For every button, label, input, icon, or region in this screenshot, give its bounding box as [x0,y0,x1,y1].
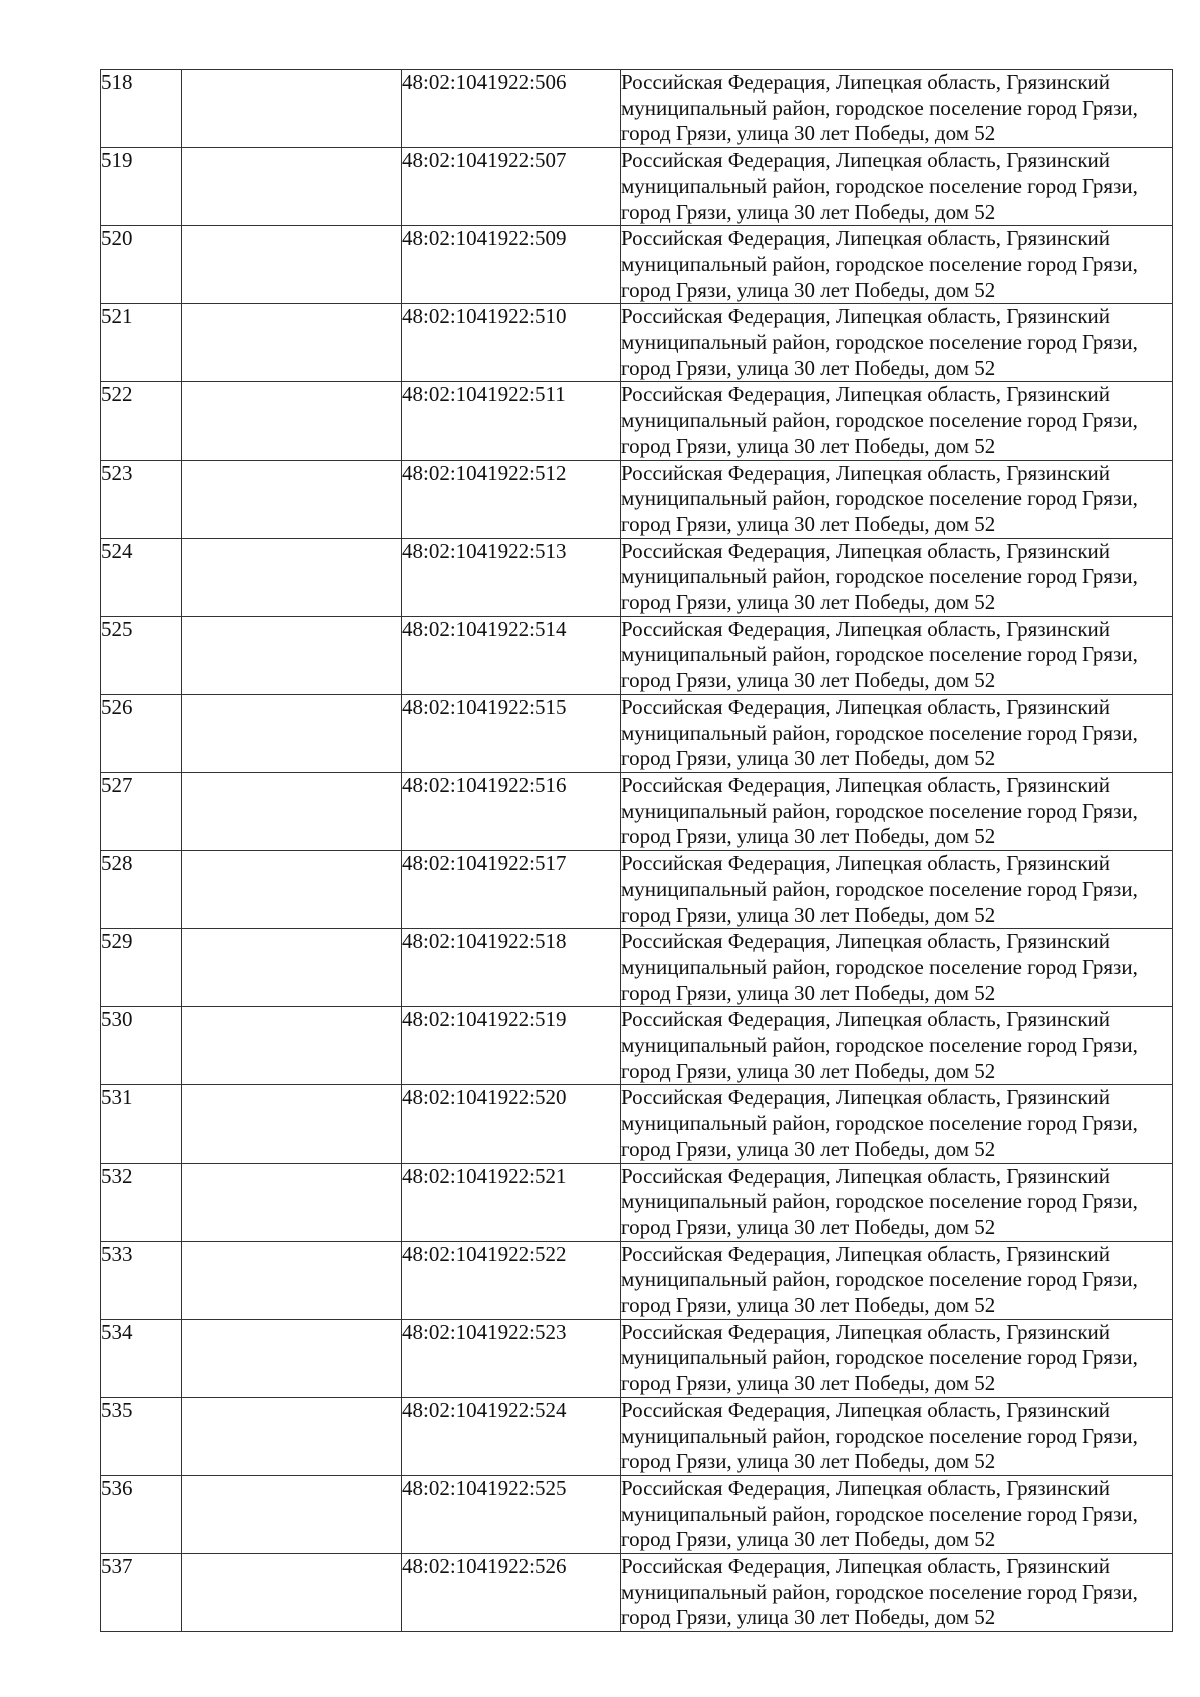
table-row [101,1319,1173,1397]
row-number-cell [101,538,182,616]
address-cell [621,1475,1173,1553]
cadastral-number-text: 48:02:1041922:514 [402,616,567,641]
address-cell [621,382,1173,460]
cadastral-number-text: 48:02:1041922:520 [402,1085,567,1110]
cadastral-number-cell [402,1007,621,1085]
row-empty-cell [182,1085,402,1163]
table-row [101,1475,1173,1553]
address-text: Российская Федерация, Липецкая область, Грязинский муниципальный район, городское поселение город Грязи, город Грязи, улица 30 лет Победы, дом 52 [621,772,1138,849]
address-cell [621,538,1173,616]
registry-table [100,69,1173,1632]
row-number-cell [101,1554,182,1632]
table-row [101,538,1173,616]
table-row [101,1163,1173,1241]
table-row [101,148,1173,226]
table-row [101,1007,1173,1085]
cadastral-number-text: 48:02:1041922:523 [402,1319,567,1344]
row-number-text: 523 [101,460,133,485]
address-cell [621,1085,1173,1163]
row-empty-cell [182,1319,402,1397]
address-text: Российская Федерация, Липецкая область, Грязинский муниципальный район, городское поселение город Грязи, город Грязи, улица 30 лет Победы, дом 52 [621,1085,1138,1161]
cadastral-number-cell [402,1163,621,1241]
row-empty-cell [182,382,402,460]
row-empty-cell [182,226,402,304]
row-empty-cell [182,1554,402,1632]
row-empty-cell [182,70,402,148]
table-row [101,1085,1173,1163]
cadastral-number-text: 48:02:1041922:516 [402,772,567,797]
row-number-text: 527 [101,772,133,797]
row-number-text: 533 [101,1241,133,1266]
cadastral-number-text: 48:02:1041922:522 [402,1241,567,1266]
cadastral-number-text: 48:02:1041922:515 [402,694,567,719]
row-empty-cell [182,1397,402,1475]
table-row [101,70,1173,148]
cadastral-number-cell [402,1241,621,1319]
row-empty-cell [182,460,402,538]
address-text: Российская Федерация, Липецкая область, Грязинский муниципальный район, городское поселение город Грязи, город Грязи, улица 30 лет Победы, дом 52 [621,1397,1138,1474]
table-row [101,772,1173,850]
address-text: Российская Федерация, Липецкая область, Грязинский муниципальный район, городское поселение город Грязи, город Грязи, улица 30 лет Победы, дом 52 [621,1475,1138,1552]
row-number-text: 534 [101,1319,133,1344]
cadastral-number-cell [402,1475,621,1553]
row-number-cell [101,1163,182,1241]
row-number-text: 524 [101,538,133,563]
cadastral-number-text: 48:02:1041922:525 [402,1475,567,1500]
cadastral-number-text: 48:02:1041922:506 [402,70,567,94]
address-cell [621,1554,1173,1632]
cadastral-number-cell [402,382,621,460]
row-empty-cell [182,851,402,929]
cadastral-number-text: 48:02:1041922:513 [402,538,567,563]
row-number-text: 518 [101,70,133,94]
registry-table-body [101,70,1173,1632]
cadastral-number-cell [402,929,621,1007]
address-cell [621,70,1173,148]
address-text: Российская Федерация, Липецкая область, Грязинский муниципальный район, городское поселение город Грязи, город Грязи, улица 30 лет Победы, дом 52 [621,1163,1138,1239]
row-number-cell [101,772,182,850]
table-row [101,1554,1173,1632]
row-empty-cell [182,148,402,226]
cadastral-number-text: 48:02:1041922:519 [402,1007,567,1032]
cadastral-number-cell [402,1319,621,1397]
table-row [101,616,1173,694]
row-number-text: 522 [101,382,133,407]
cadastral-number-cell [402,538,621,616]
table-row [101,382,1173,460]
address-text: Российская Федерация, Липецкая область, Грязинский муниципальный район, городское поселение город Грязи, город Грязи, улица 30 лет Победы, дом 52 [621,1554,1138,1630]
row-number-text: 531 [101,1085,133,1110]
address-cell [621,1397,1173,1475]
row-number-cell [101,1397,182,1475]
row-empty-cell [182,694,402,772]
cadastral-number-cell [402,226,621,304]
row-number-cell [101,694,182,772]
cadastral-number-text: 48:02:1041922:524 [402,1397,567,1422]
row-number-cell [101,1319,182,1397]
cadastral-number-cell [402,616,621,694]
row-number-text: 520 [101,226,133,251]
address-cell [621,1319,1173,1397]
row-number-text: 526 [101,694,133,719]
address-text: Российская Федерация, Липецкая область, Грязинский муниципальный район, городское поселение город Грязи, город Грязи, улица 30 лет Победы, дом 52 [621,460,1138,536]
row-number-cell [101,460,182,538]
address-cell [621,460,1173,538]
table-row [101,226,1173,304]
address-text: Российская Федерация, Липецкая область, Грязинский муниципальный район, городское поселение город Грязи, город Грязи, улица 30 лет Победы, дом 52 [621,304,1138,380]
table-row [101,1397,1173,1475]
cadastral-number-text: 48:02:1041922:510 [402,304,567,329]
row-number-cell [101,851,182,929]
row-number-cell [101,929,182,1007]
row-empty-cell [182,1241,402,1319]
cadastral-number-text: 48:02:1041922:511 [402,382,566,407]
row-number-text: 521 [101,304,133,329]
cadastral-number-cell [402,1554,621,1632]
cadastral-number-text: 48:02:1041922:526 [402,1554,567,1579]
row-empty-cell [182,772,402,850]
address-text: Российская Федерация, Липецкая область, Грязинский муниципальный район, городское поселение город Грязи, город Грязи, улица 30 лет Победы, дом 52 [621,929,1138,1005]
row-number-cell [101,148,182,226]
address-cell [621,1163,1173,1241]
row-empty-cell [182,616,402,694]
row-number-cell [101,70,182,148]
address-cell [621,304,1173,382]
address-text: Российская Федерация, Липецкая область, Грязинский муниципальный район, городское поселение город Грязи, город Грязи, улица 30 лет Победы, дом 52 [621,1319,1138,1396]
address-cell [621,1007,1173,1085]
address-text: Российская Федерация, Липецкая область, Грязинский муниципальный район, городское поселение город Грязи, город Грязи, улица 30 лет Победы, дом 52 [621,616,1138,693]
address-cell [621,226,1173,304]
row-number-cell [101,1085,182,1163]
address-cell [621,851,1173,929]
cadastral-number-text: 48:02:1041922:518 [402,929,567,954]
row-empty-cell [182,1475,402,1553]
row-number-cell [101,226,182,304]
table-row [101,460,1173,538]
address-cell [621,1241,1173,1319]
table-row [101,304,1173,382]
cadastral-number-cell [402,772,621,850]
cadastral-number-cell [402,851,621,929]
row-number-cell [101,382,182,460]
row-number-text: 529 [101,929,133,954]
address-cell [621,929,1173,1007]
table-row [101,929,1173,1007]
address-cell [621,772,1173,850]
table-row [101,1241,1173,1319]
address-text: Российская Федерация, Липецкая область, Грязинский муниципальный район, городское поселение город Грязи, город Грязи, улица 30 лет Победы, дом 52 [621,148,1138,224]
row-empty-cell [182,1163,402,1241]
row-number-cell [101,1241,182,1319]
cadastral-number-cell [402,460,621,538]
table-row [101,694,1173,772]
address-text: Российская Федерация, Липецкая область, Грязинский муниципальный район, городское поселение город Грязи, город Грязи, улица 30 лет Победы, дом 52 [621,1007,1138,1083]
row-empty-cell [182,304,402,382]
row-number-cell [101,616,182,694]
address-text: Российская Федерация, Липецкая область, Грязинский муниципальный район, городское поселение город Грязи, город Грязи, улица 30 лет Победы, дом 52 [621,382,1138,458]
cadastral-number-cell [402,1085,621,1163]
row-number-text: 530 [101,1007,133,1032]
address-text: Российская Федерация, Липецкая область, Грязинский муниципальный район, городское поселение город Грязи, город Грязи, улица 30 лет Победы, дом 52 [621,1241,1138,1318]
address-text: Российская Федерация, Липецкая область, Грязинский муниципальный район, городское поселение город Грязи, город Грязи, улица 30 лет Победы, дом 52 [621,538,1138,615]
row-number-cell [101,1007,182,1085]
cadastral-number-text: 48:02:1041922:509 [402,226,567,251]
row-number-text: 537 [101,1554,133,1579]
cadastral-number-cell [402,70,621,148]
address-text: Российская Федерация, Липецкая область, Грязинский муниципальный район, городское поселение город Грязи, город Грязи, улица 30 лет Победы, дом 52 [621,70,1138,146]
address-text: Российская Федерация, Липецкая область, Грязинский муниципальный район, городское поселение город Грязи, город Грязи, улица 30 лет Победы, дом 52 [621,851,1138,927]
row-number-text: 535 [101,1397,133,1422]
row-empty-cell [182,929,402,1007]
address-text: Российская Федерация, Липецкая область, Грязинский муниципальный район, городское поселение город Грязи, город Грязи, улица 30 лет Победы, дом 52 [621,226,1138,302]
address-cell [621,148,1173,226]
row-empty-cell [182,538,402,616]
row-number-cell [101,1475,182,1553]
row-number-text: 519 [101,148,133,173]
address-cell [621,694,1173,772]
cadastral-number-cell [402,304,621,382]
address-text: Российская Федерация, Липецкая область, Грязинский муниципальный район, городское поселение город Грязи, город Грязи, улица 30 лет Победы, дом 52 [621,694,1138,771]
cadastral-number-text: 48:02:1041922:507 [402,148,567,173]
row-empty-cell [182,1007,402,1085]
cadastral-number-text: 48:02:1041922:521 [402,1163,567,1188]
cadastral-number-text: 48:02:1041922:512 [402,460,567,485]
row-number-text: 528 [101,851,133,876]
address-cell [621,616,1173,694]
cadastral-number-text: 48:02:1041922:517 [402,851,567,876]
cadastral-number-cell [402,694,621,772]
row-number-text: 525 [101,616,133,641]
row-number-text: 536 [101,1475,133,1500]
cadastral-number-cell [402,148,621,226]
cadastral-number-cell [402,1397,621,1475]
table-row [101,851,1173,929]
row-number-text: 532 [101,1163,133,1188]
row-number-cell [101,304,182,382]
